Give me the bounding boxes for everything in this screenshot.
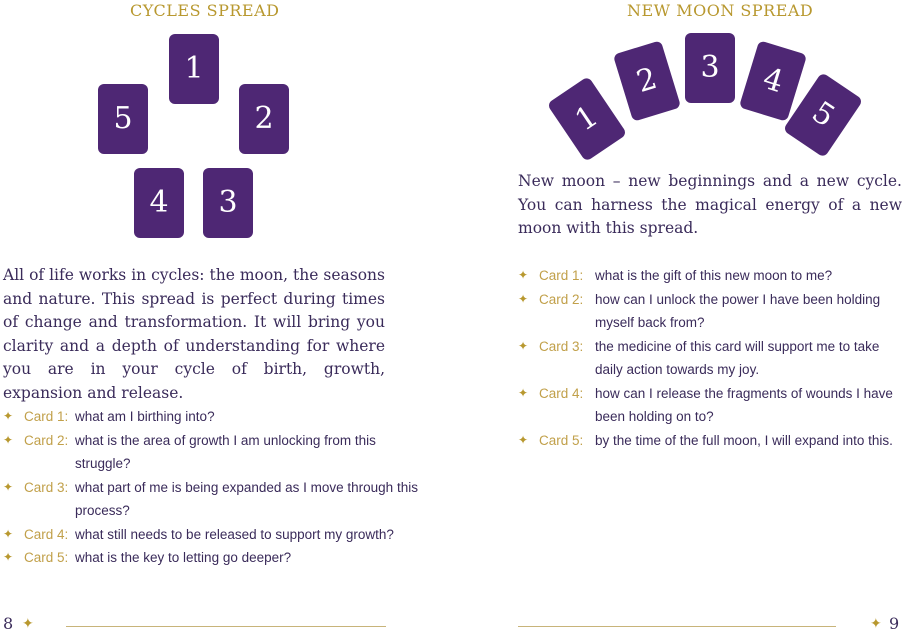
cycles-card-5 — [98, 84, 148, 154]
card-number: 3 — [700, 50, 720, 85]
list-item — [3, 523, 423, 547]
footer-divider — [66, 626, 386, 627]
star-ornament-icon: ✦ — [3, 479, 14, 494]
question-text: what am I birthing into? — [75, 409, 215, 424]
cycles-card-3 — [203, 168, 253, 238]
star-ornament-icon: ✦ — [22, 615, 34, 631]
star-ornament-icon: ✦ — [3, 409, 14, 423]
card-label: Card 2: — [539, 291, 584, 307]
card-label: Card 3: — [24, 479, 69, 495]
card-label: Card 5: — [24, 550, 69, 565]
cycles-intro-text: All of life works in cycles: the moon, the seasons and nature. This spread is perfect during times of change and transformation. It will bring you clarity and a depth of understanding for where you are in your cycle of birth, growth, expansion and release. — [3, 266, 385, 402]
card-number: 4 — [149, 185, 169, 220]
star-ornament-icon: ✦ — [3, 526, 14, 541]
list-item — [3, 546, 423, 570]
cycles-card-4 — [134, 168, 184, 238]
card-number: 1 — [184, 51, 204, 86]
new-moon-spread-title: NEW MOON SPREAD — [627, 1, 814, 20]
star-ornament-icon: ✦ — [518, 291, 529, 306]
footer-divider — [518, 626, 836, 627]
card-number: 2 — [632, 60, 662, 101]
star-ornament-icon: ✦ — [518, 268, 529, 282]
star-ornament-icon: ✦ — [518, 338, 529, 353]
card-label: Card 3: — [539, 338, 584, 354]
question-text: what still needs to be released to support my growth? — [75, 526, 394, 542]
right-page — [452, 0, 905, 637]
star-ornament-icon: ✦ — [3, 432, 14, 447]
list-item — [3, 476, 423, 523]
star-ornament-icon: ✦ — [518, 432, 529, 447]
card-label: Card 4: — [539, 385, 584, 401]
question-text: what is the key to letting go deeper? — [75, 550, 292, 565]
card-label: Card 5: — [539, 432, 584, 448]
question-text: how can I unlock the power I have been holding myself back from? — [595, 291, 881, 330]
card-label: Card 1: — [24, 409, 69, 424]
card-number: 4 — [758, 60, 788, 101]
card-label: Card 4: — [24, 526, 69, 542]
card-number: 3 — [218, 185, 238, 220]
card-number: 2 — [254, 101, 274, 136]
question-text: by the time of the full moon, I will expand into this. — [595, 432, 893, 448]
cycles-card-2 — [239, 84, 289, 154]
list-item — [518, 335, 902, 382]
new-moon-question-list — [518, 264, 902, 452]
card-label: Card 1: — [539, 268, 584, 283]
question-text: what is the gift of this new moon to me? — [595, 268, 833, 283]
star-ornament-icon: ✦ — [3, 550, 14, 564]
page-number-right: 9 — [889, 614, 900, 633]
question-text: what part of me is being expanded as I move through this process? — [75, 479, 418, 518]
list-item — [518, 429, 902, 453]
card-label: Card 2: — [24, 432, 69, 448]
new-moon-intro-text: New moon – new beginnings and a new cycle. You can harness the magical energy of a new moon with this spread. — [518, 172, 902, 237]
list-item — [518, 264, 902, 288]
card-number: 5 — [113, 101, 133, 136]
list-item — [3, 429, 423, 476]
card-number: 1 — [569, 98, 605, 139]
cycles-card-1 — [169, 34, 219, 104]
left-page — [0, 0, 452, 637]
question-text: the medicine of this card will support me to take daily action towards my joy. — [595, 338, 880, 377]
list-item — [3, 405, 423, 429]
page-number-left: 8 — [3, 614, 14, 633]
new-moon-card-1 — [547, 76, 628, 162]
card-number: 5 — [805, 94, 841, 135]
new-moon-card-2 — [613, 40, 681, 122]
question-text: how can I release the fragments of wounds I have been holding on to? — [595, 385, 893, 424]
list-item — [518, 382, 902, 429]
cycles-spread-title: CYCLES SPREAD — [130, 1, 280, 20]
star-ornament-icon: ✦ — [870, 615, 882, 631]
cycles-question-list — [3, 405, 423, 570]
question-text: what is the area of growth I am unlocking from this struggle? — [75, 432, 376, 471]
list-item — [518, 288, 902, 335]
star-ornament-icon: ✦ — [518, 385, 529, 400]
new-moon-card-3 — [685, 33, 735, 103]
